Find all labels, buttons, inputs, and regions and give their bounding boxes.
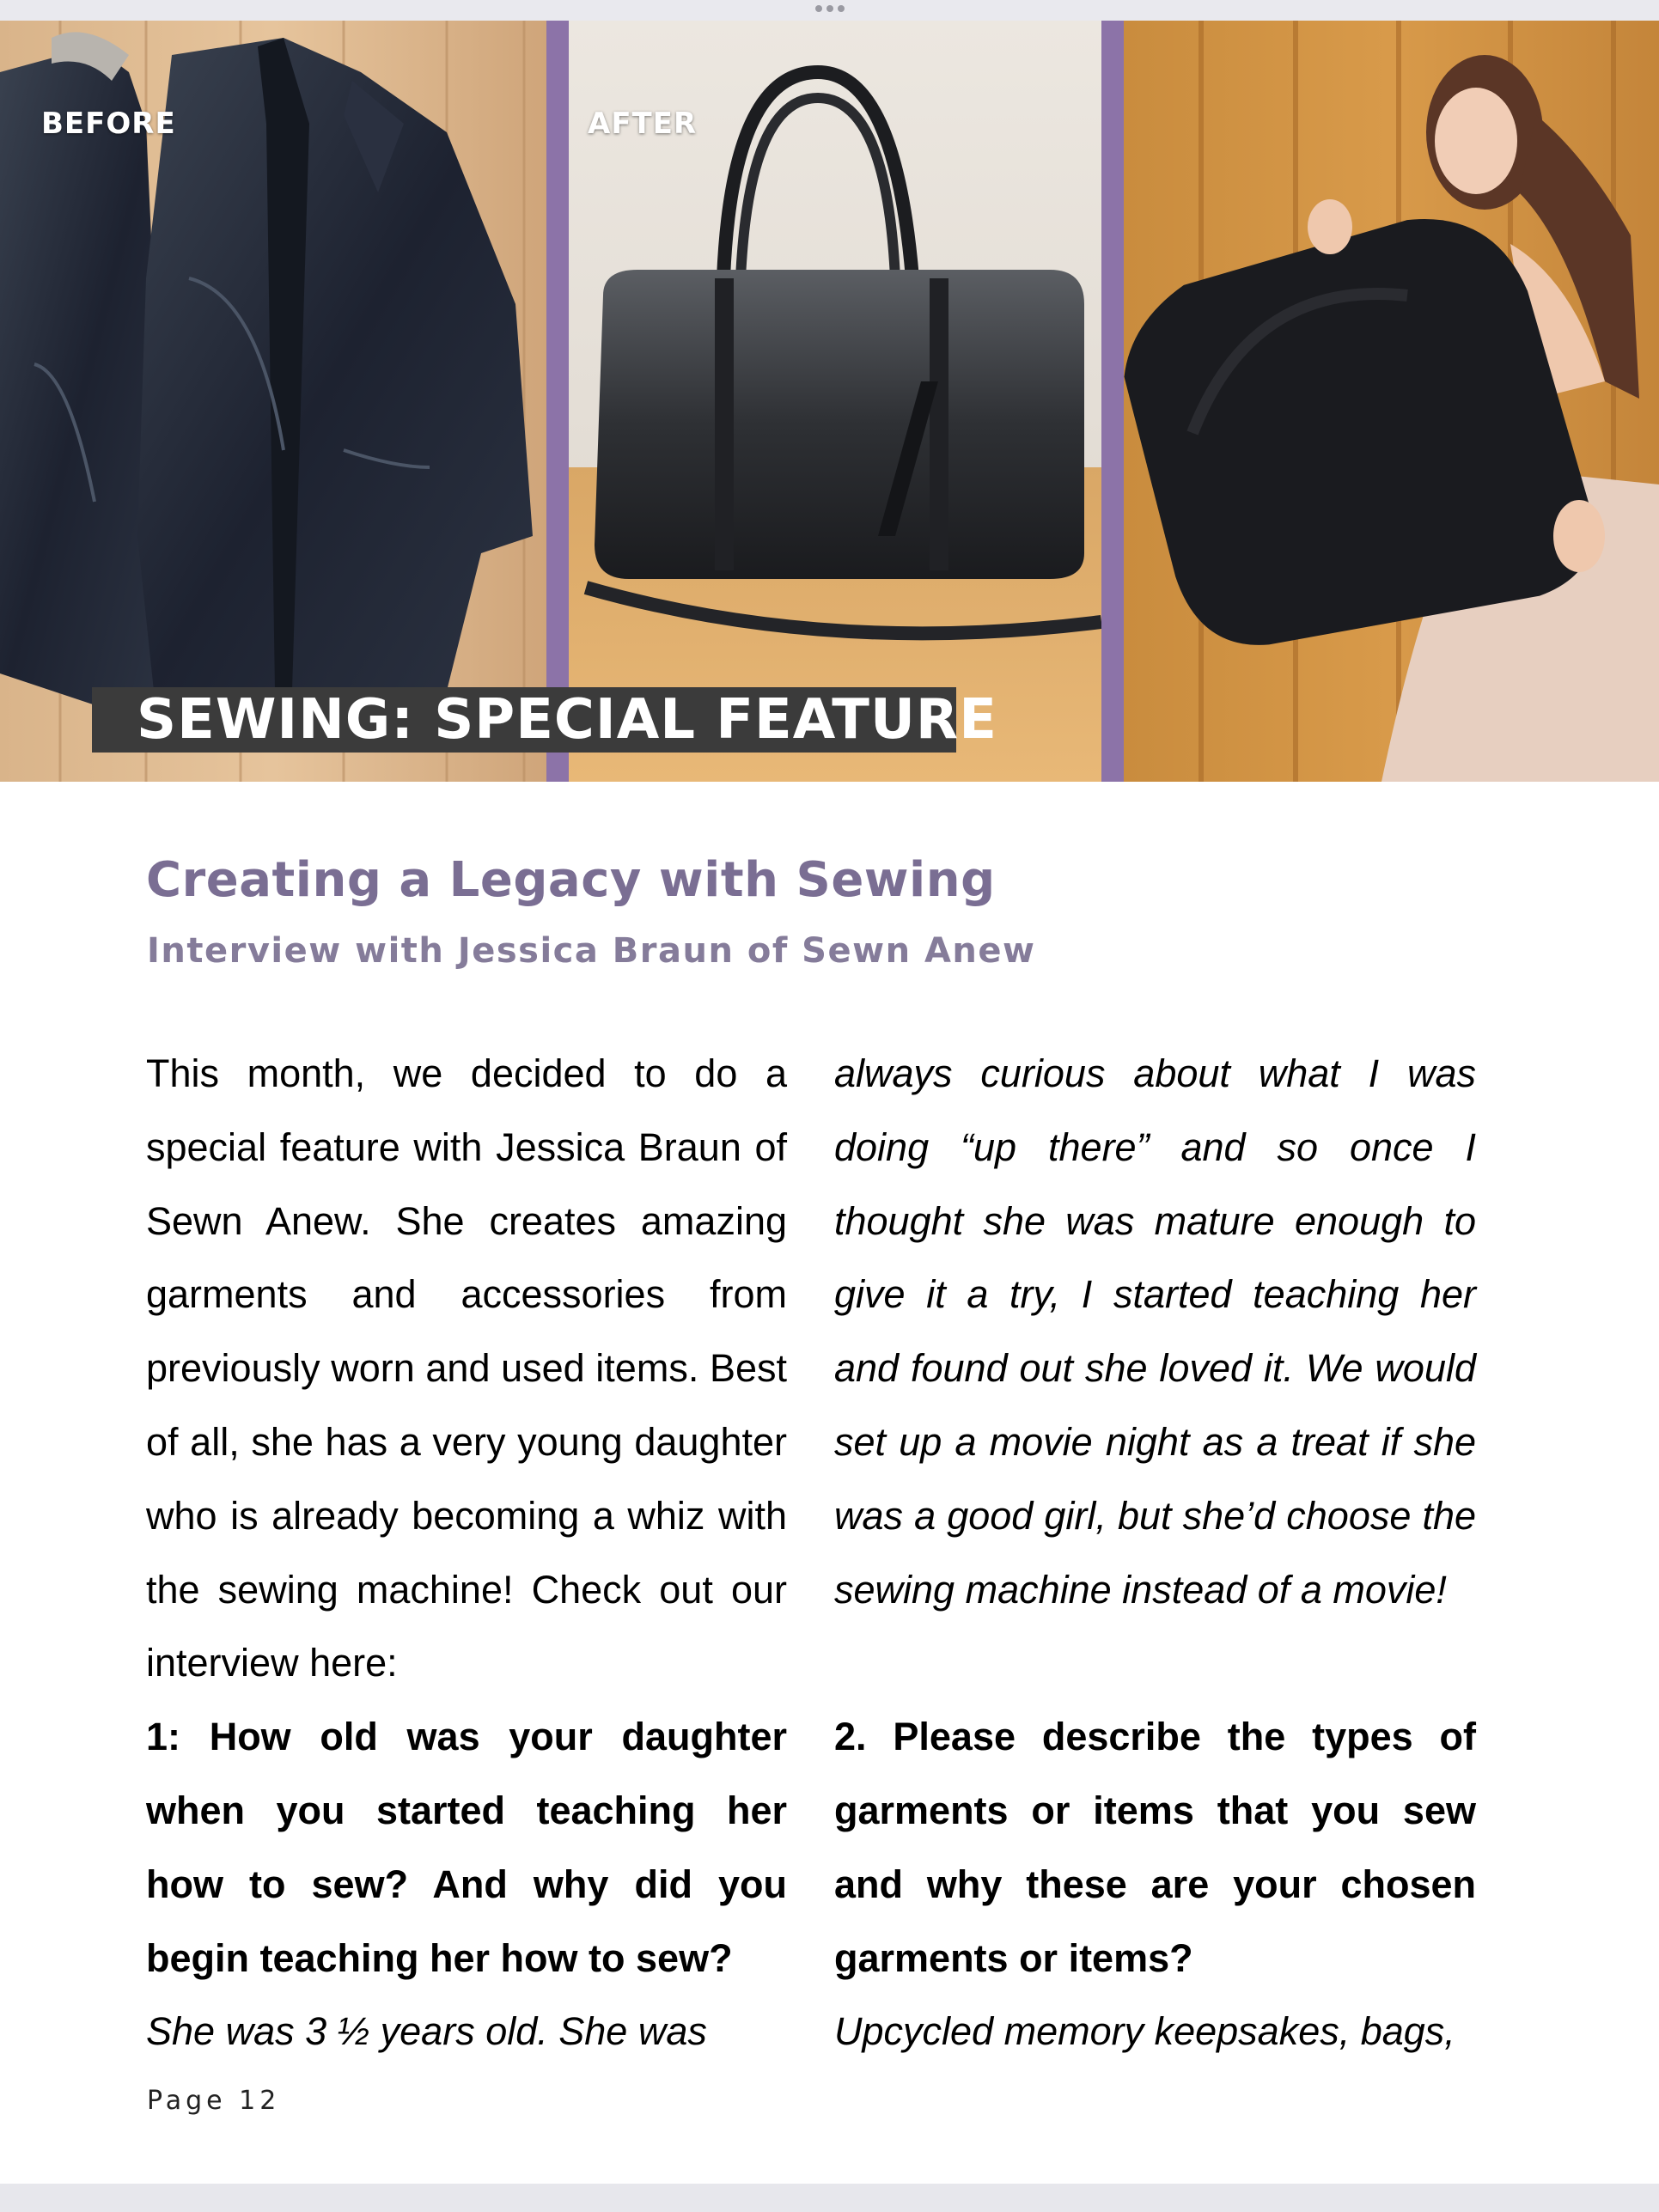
before-label: BEFORE [41,107,176,141]
model-photo [1124,21,1659,782]
answer-2-start: Upcycled memory keepsakes, bags, [834,2009,1455,2054]
article-title: Creating a Legacy with Sewing [146,852,996,908]
section-banner: SEWING: SPECIAL FEATURE [92,687,956,753]
answer-1-continued: always curious about what I was doing “up there” and so once I thought she was mature enough to give it a try, I started teaching her and found out she loved it. We would set up a movie night as a treat if she was a good girl, but she’d choose the sewing machine instead of a movie! [834,1051,1476,1612]
window-drag-handle[interactable] [0,0,1659,21]
intro-paragraph: This month, we decided to do a special feature with Jessica Braun of Sewn Anew. She creates amazing garments and accessories from previously worn and used items. Best of all, she has a very young daughter who is already becoming a whiz with the sewing machine! Check out our interview here: [146,1051,787,1685]
bottom-bar [0,2184,1659,2212]
hero-photo-strip [0,21,1659,782]
right-column [834,1037,1476,2069]
page-number: Page 12 [147,2086,281,2116]
document-page [0,21,1659,2184]
left-column [146,1037,787,2069]
article-subtitle: Interview with Jessica Braun of Sewn Anew [147,931,1036,971]
more-dots-icon[interactable] [815,5,845,12]
question-2: 2. Please describe the types of garments or items that you sew and why these are your chosen garments or items? [834,1715,1476,1980]
answer-1-start: She was 3 ½ years old. She was [146,2009,707,2054]
question-1: 1: How old was your daughter when you started teaching her how to sew? And why did you begin teaching her how to sew? [146,1715,787,1980]
after-label: AFTER [588,107,698,141]
